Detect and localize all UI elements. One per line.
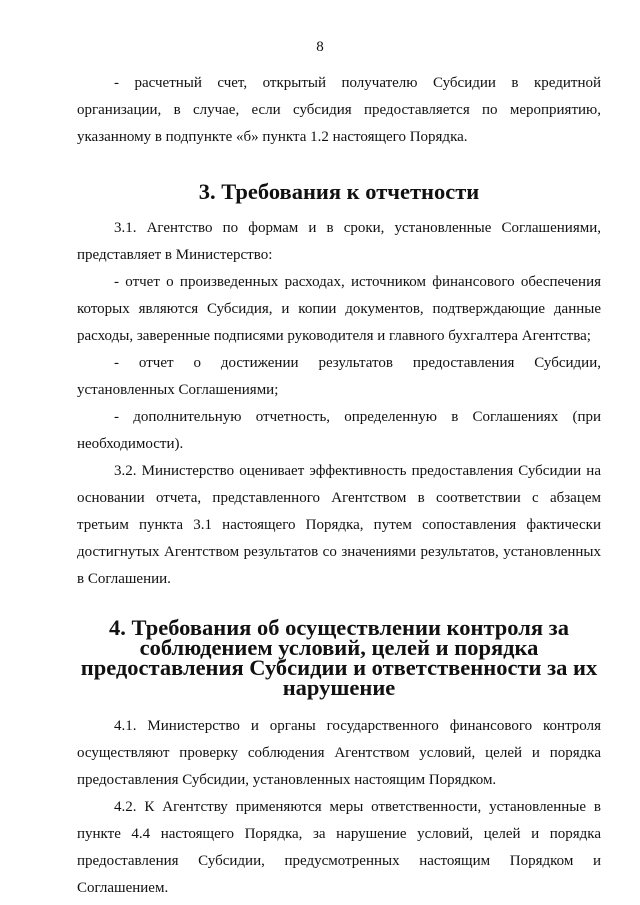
paragraph-bank-account: - расчетный счет, открытый получателю Субсидии в кредитной организации, в случае, если субсидия предоставляется по мероприятию, указанному в подпункте «б» пункта 1.2 настоящего Порядка. — [77, 75, 601, 145]
paragraph-4-2: 4.2. К Агентству применяются меры ответственности, установленные в пункте 4.4 настоящего Порядка, за нарушение условий, целей и порядка предоставления Субсидии, предусмотренных настоящим Порядком и Соглашением. — [77, 799, 601, 896]
page-content — [77, 70, 601, 902]
paragraph-4-1: 4.1. Министерство и органы государственного финансового контроля осуществляют проверку соблюдения Агентством условий, целей и порядка предоставления Субсидии, установленных настоящим Порядком. — [77, 718, 601, 788]
paragraph-additional-report: - дополнительную отчетность, определенную в Соглашениях (при необходимости). — [77, 409, 601, 452]
page-number: 8 — [316, 39, 324, 55]
paragraph-expense-report: - отчет о произведенных расходах, источником финансового обеспечения которых являются Субсидия, и копии документов, подтверждающие данные расходы, заверенные подписями руководителя и главного бухгалтера Агентства; — [77, 274, 601, 344]
paragraph-results-report: - отчет о достижении результатов предоставления Субсидии, установленных Соглашениями; — [77, 355, 601, 398]
section-4-title: 4. Требования об осуществлении контроля за соблюдением условий, целей и порядка предоставления Субсидии и ответственности за их нарушение — [80, 615, 598, 700]
paragraph-3-1: 3.1. Агентство по формам и в сроки, установленные Соглашениями, представляет в Министерство: — [77, 220, 601, 263]
section-3-title: 3. Требования к отчетности — [198, 179, 480, 204]
paragraph-3-2: 3.2. Министерство оценивает эффективность предоставления Субсидии на основании отчета, представленного Агентством в соответствии с абзацем третьим пункта 3.1 настоящего Порядка, путем сопоставления фактически достигнутых Агентством результатов со значениями результатов, установленных в Соглашении. — [77, 463, 601, 587]
